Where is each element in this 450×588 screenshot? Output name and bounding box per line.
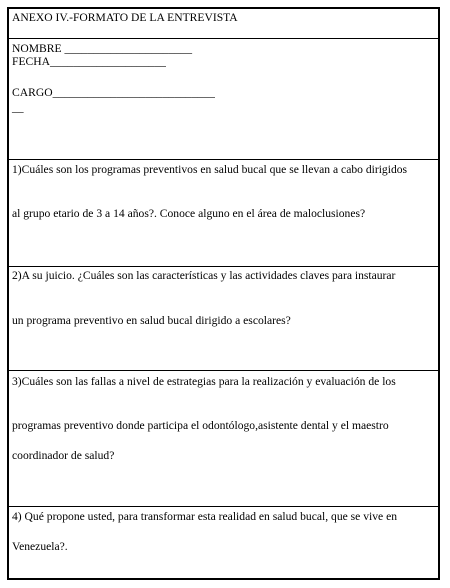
fecha-field: FECHA____________________ bbox=[12, 55, 166, 68]
question-1-line-2: al grupo etario de 3 a 14 años?. Conoce alguno en el área de maloclusiones? bbox=[12, 207, 366, 220]
form-title: ANEXO IV.-FORMATO DE LA ENTREVISTA bbox=[12, 11, 238, 24]
question-2-line-2: un programa preventivo en salud bucal dirigido a escolares? bbox=[12, 314, 291, 327]
cargo-field: CARGO____________________________ bbox=[12, 86, 215, 99]
question-3-line-1: 3)Cuáles son las fallas a nivel de estrategias para la realización y evaluación de los bbox=[12, 375, 396, 388]
question-4-line-2: Venezuela?. bbox=[12, 540, 68, 553]
question-4-row bbox=[9, 507, 438, 578]
personal-data-row bbox=[9, 39, 438, 160]
trailing-underline: __ bbox=[12, 101, 24, 114]
question-1-row bbox=[9, 160, 438, 267]
nombre-field: NOMBRE ______________________ bbox=[12, 42, 193, 55]
title-row bbox=[9, 9, 438, 39]
question-1-line-1: 1)Cuáles son los programas preventivos en salud bucal que se llevan a cabo dirigidos bbox=[12, 163, 408, 176]
question-2-row bbox=[9, 267, 438, 371]
question-4-line-1: 4) Qué propone usted, para transformar esta realidad en salud bucal, que se vive en bbox=[12, 510, 398, 523]
interview-form-table bbox=[7, 7, 440, 580]
question-3-line-2: programas preventivo donde participa el odontólogo,asistente dental y el maestro bbox=[12, 419, 389, 432]
question-3-line-3: coordinador de salud? bbox=[12, 449, 115, 462]
question-2-line-1: 2)A su juicio. ¿Cuáles son las características y las actividades claves para instaurar bbox=[12, 269, 396, 282]
question-3-row bbox=[9, 371, 438, 507]
